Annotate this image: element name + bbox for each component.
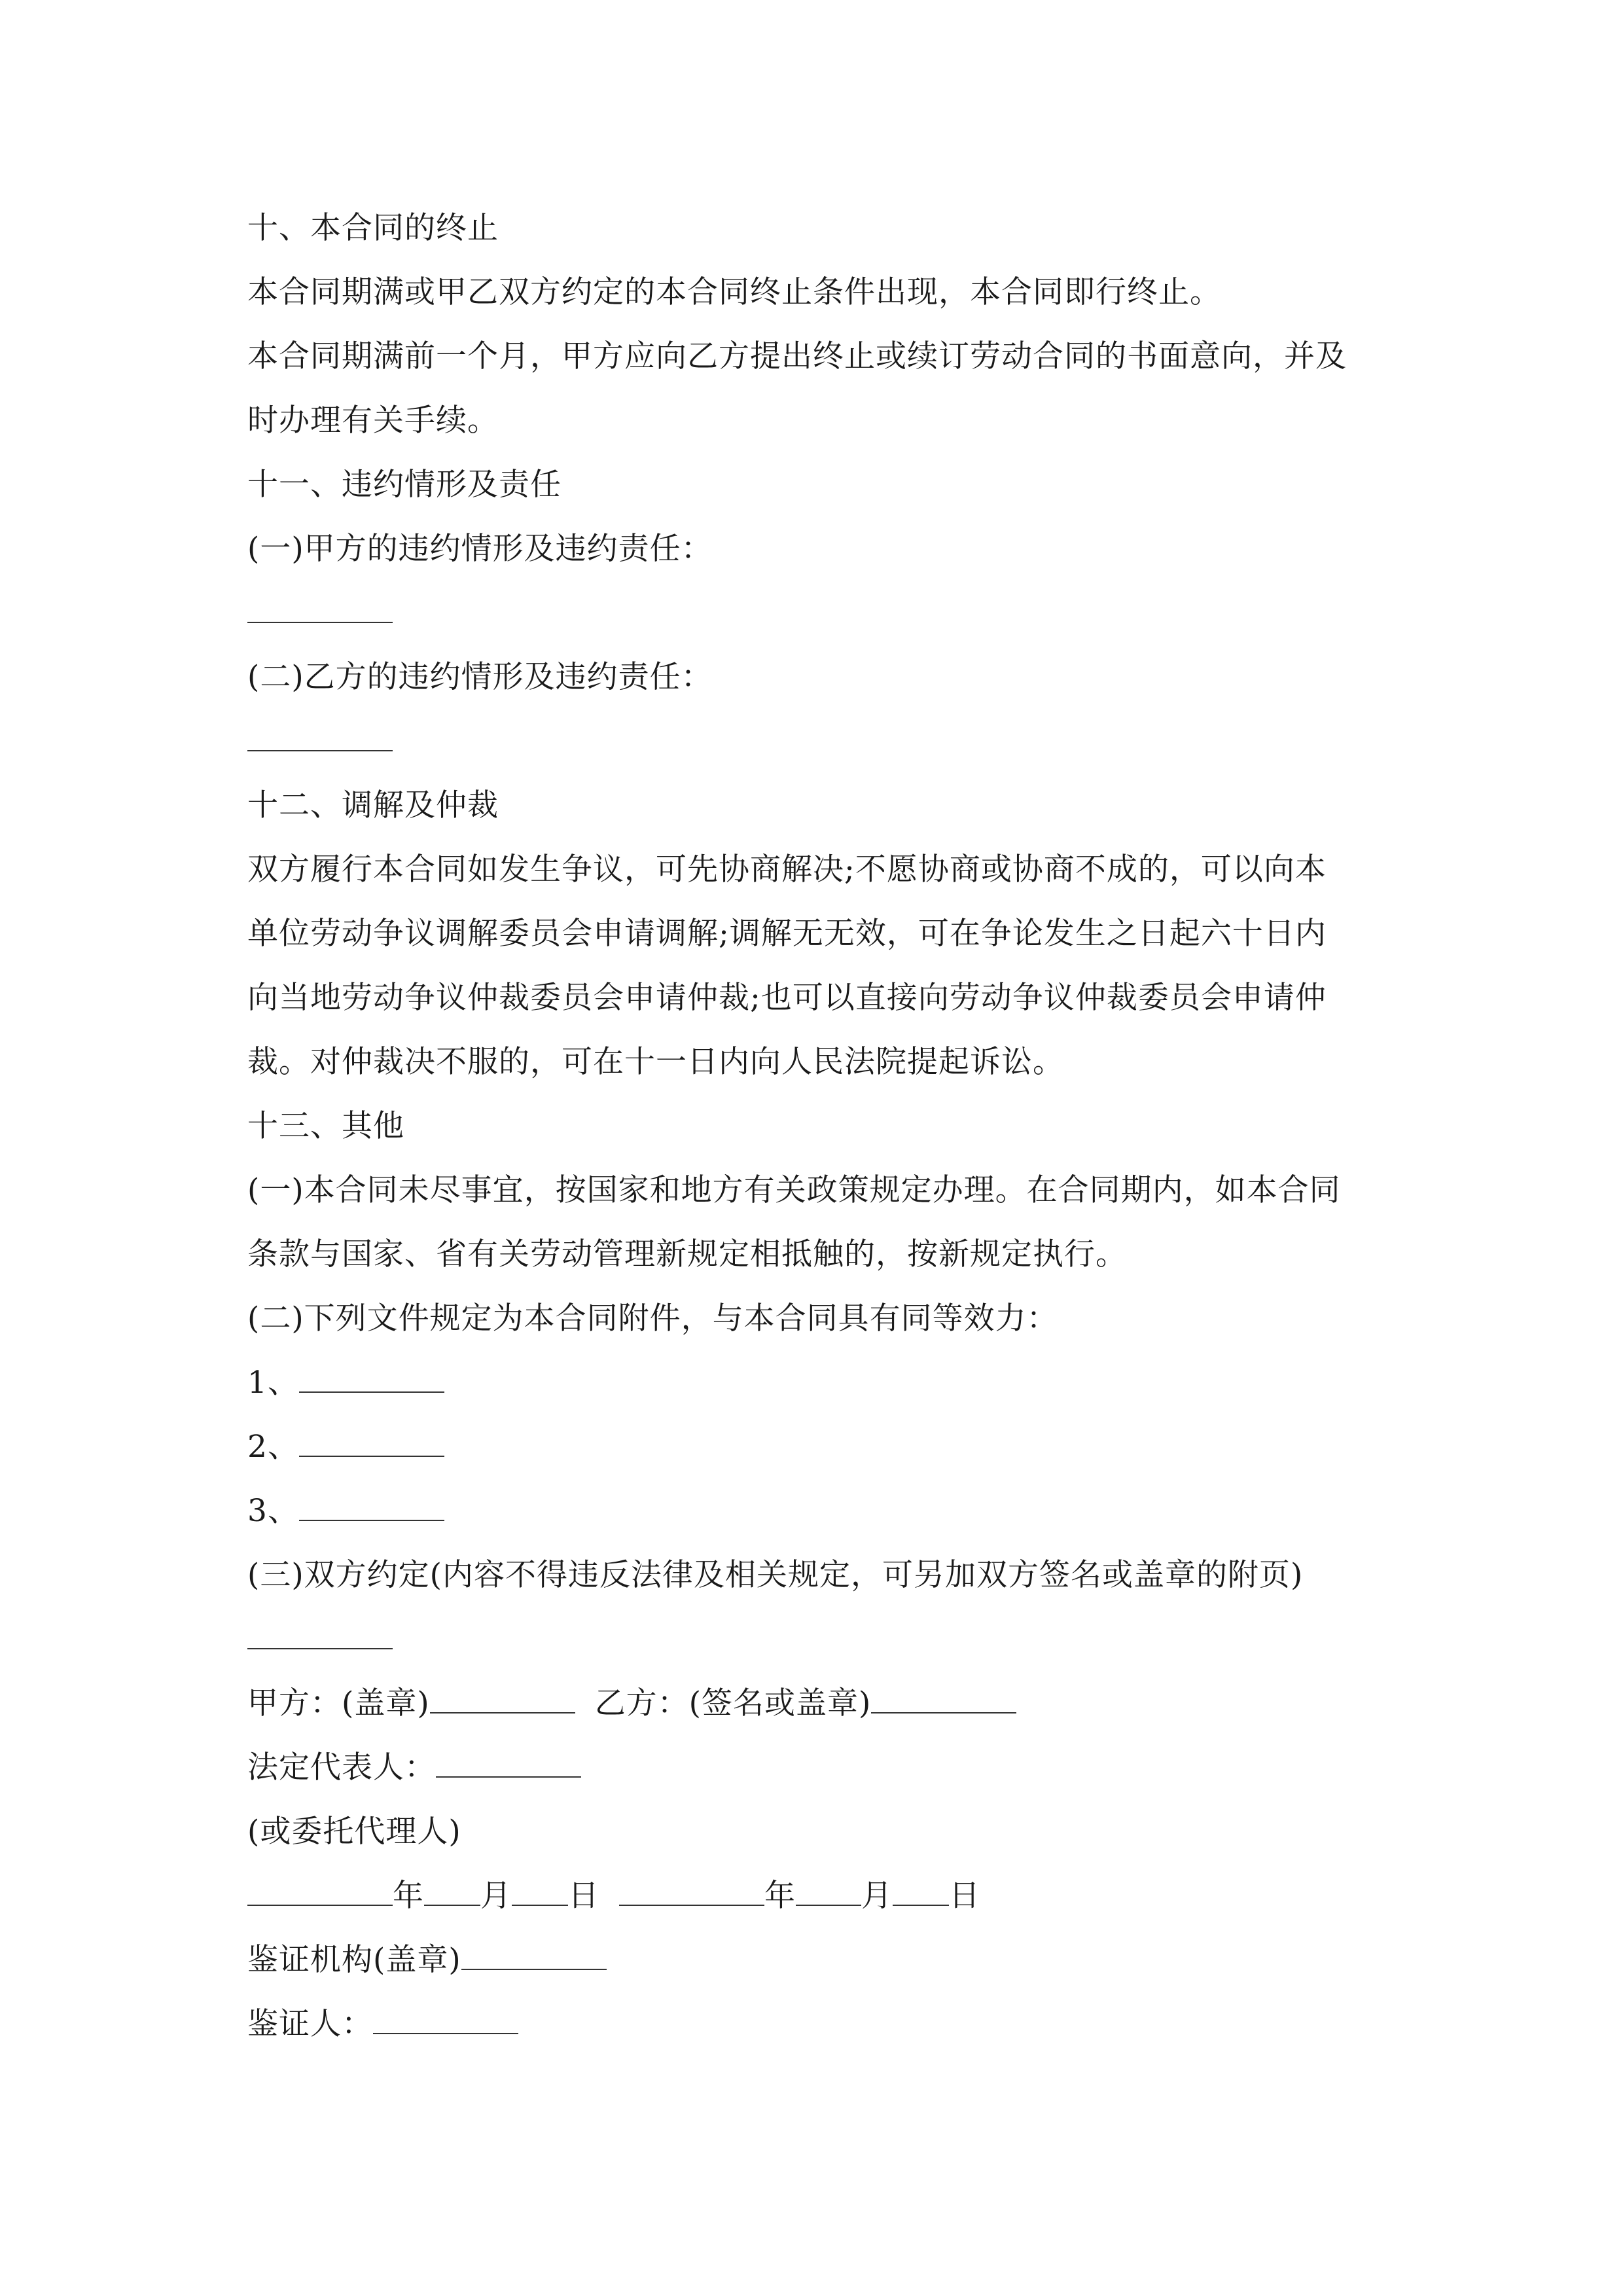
section12-line-1: 双方履行本合同如发生争议，可先协商解决;不愿协商或协商不成的，可以向本 xyxy=(247,852,1327,888)
section10-paragraph-1: 本合同期满或甲乙双方约定的本合同终止条件出现，本合同即行终止。 xyxy=(247,274,1221,310)
section13-item-1-line-2: 条款与国家、省有关劳动管理新规定相抵触的，按新规定执行。 xyxy=(247,1236,1127,1272)
date-b-year-blank xyxy=(619,1878,764,1906)
date-b-year-label: 年 xyxy=(764,1878,796,1914)
date-a-day-blank xyxy=(512,1878,568,1906)
section12-line-4: 裁。对仲裁决不服的，可在十一日内向人民法院提起诉讼。 xyxy=(247,1044,1064,1080)
blank-underline xyxy=(247,1648,393,1649)
section10-paragraph-2-line-1: 本合同期满前一个月，甲方应向乙方提出终止或续订劳动合同的书面意向，并及 xyxy=(247,338,1347,374)
legal-representative xyxy=(247,1736,1399,1800)
section12-title: 十二、调解及仲裁 xyxy=(247,787,499,823)
section13-item-3-blank xyxy=(247,1607,1399,1672)
agent-note: (或委托代理人) xyxy=(247,1814,461,1850)
attachment-2-blank xyxy=(299,1429,444,1457)
attachment-2-label: 2、 xyxy=(247,1429,299,1465)
attachment-3-label: 3、 xyxy=(247,1493,299,1529)
section13-item-3: (三)双方约定(内容不得违反法律及相关规定，可另加双方签名或盖章的附页) xyxy=(247,1557,1304,1593)
certifier-label: 鉴证人： xyxy=(247,2006,373,2042)
attachment-3 xyxy=(247,1479,1399,1543)
section13-title: 十三、其他 xyxy=(247,1108,404,1144)
date-a-year-label: 年 xyxy=(393,1878,424,1914)
section13-item-2: (二)下列文件规定为本合同附件，与本合同具有同等效力： xyxy=(247,1300,1058,1336)
party-a-label: 甲方：(盖章) xyxy=(247,1685,430,1721)
cert-org-blank xyxy=(461,1943,607,1970)
attachment-1-label: 1、 xyxy=(247,1365,299,1401)
section10-paragraph-2-line-2: 时办理有关手续。 xyxy=(247,403,499,439)
section12-line-3: 向当地劳动争议仲裁委员会申请仲裁;也可以直接向劳动争议仲裁委员会申请仲 xyxy=(247,980,1327,1016)
party-b-label: 乙方：(签名或盖章) xyxy=(594,1685,872,1721)
attachment-2 xyxy=(247,1415,1399,1479)
attachment-1 xyxy=(247,1351,1399,1415)
section11-item-2: (二)乙方的违约情形及违约责任： xyxy=(247,659,713,695)
contract-page xyxy=(247,196,1399,2056)
date-b-day-label: 日 xyxy=(949,1878,980,1914)
signature-parties xyxy=(247,1672,1399,1736)
section11-title: 十一、违约情形及责任 xyxy=(247,467,562,503)
legal-rep-label: 法定代表人： xyxy=(247,1749,436,1785)
date-b-day-blank xyxy=(893,1878,949,1906)
certification-organization xyxy=(247,1928,1399,1992)
date-b-month-blank xyxy=(796,1878,861,1906)
party-a-blank xyxy=(430,1686,575,1713)
attachment-3-blank xyxy=(299,1494,444,1521)
section11-item-1-blank xyxy=(247,581,1399,645)
certifier xyxy=(247,1992,1399,2056)
date-b-month-label: 月 xyxy=(861,1878,893,1914)
date-a-year-blank xyxy=(247,1878,393,1906)
party-b-blank xyxy=(871,1686,1016,1713)
cert-org-label: 鉴证机构(盖章) xyxy=(247,1942,461,1978)
blank-underline xyxy=(247,750,393,751)
blank-underline xyxy=(247,622,393,623)
date-a-month-blank xyxy=(424,1878,480,1906)
signature-dates xyxy=(247,1864,1399,1928)
section10-title: 十、本合同的终止 xyxy=(247,210,499,246)
certifier-blank xyxy=(373,2007,518,2034)
section11-item-1: (一)甲方的违约情形及违约责任： xyxy=(247,531,713,567)
section12-line-2: 单位劳动争议调解委员会申请调解;调解无无效，可在争论发生之日起六十日内 xyxy=(247,916,1327,952)
legal-rep-blank xyxy=(436,1750,581,1778)
date-a-day-label: 日 xyxy=(568,1878,599,1914)
date-a-month-label: 月 xyxy=(480,1878,512,1914)
section11-item-2-blank xyxy=(247,709,1399,774)
section13-item-1-line-1: (一)本合同未尽事宜，按国家和地方有关政策规定办理。在合同期内，如本合同 xyxy=(247,1172,1341,1208)
attachment-1-blank xyxy=(299,1365,444,1393)
